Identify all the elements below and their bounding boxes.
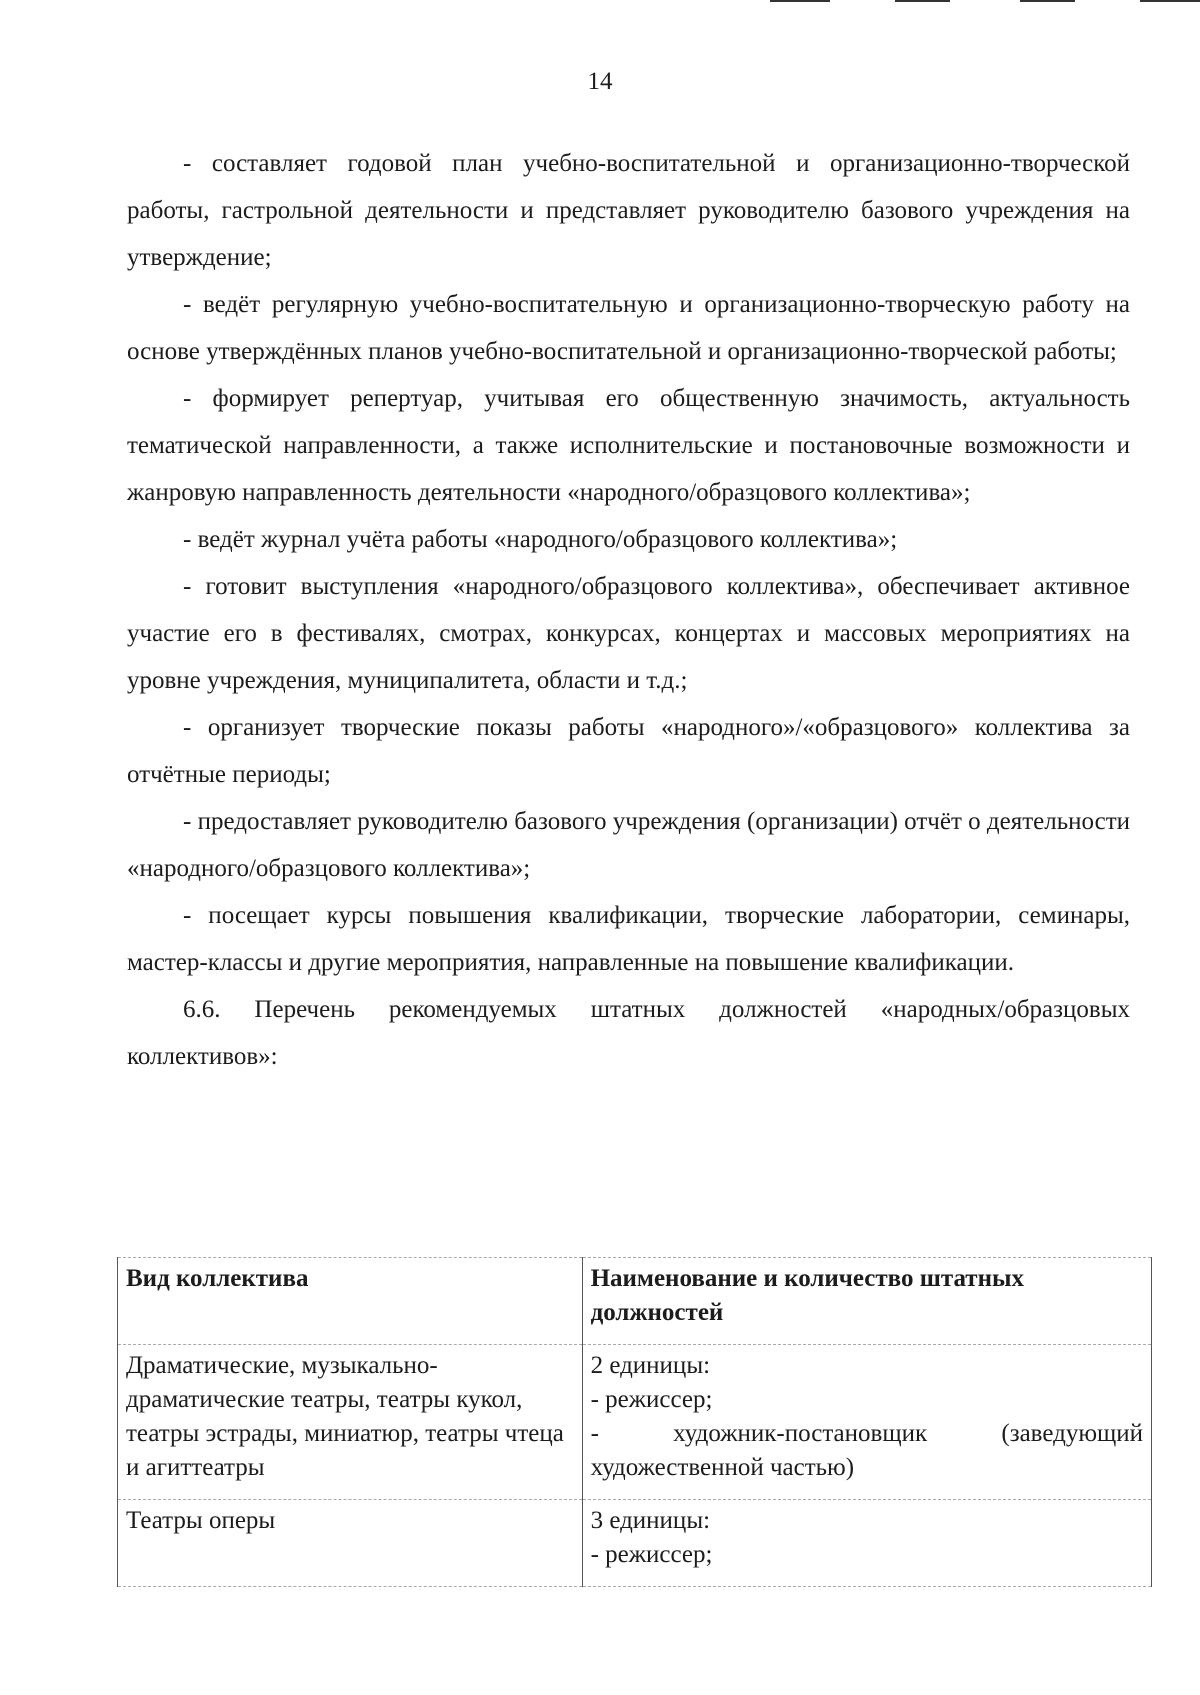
position-item: - режиссер; (590, 1386, 713, 1413)
paragraph-courses: - посещает курсы повышения квалификации, творческие лаборатории, семинары, мастер-классы и другие мероприятия, направленные на повышение квалификации. (127, 902, 1130, 976)
paragraph-annual-plan: - составляет годовой план учебно-воспитательной и организационно-творческой работы, гастрольной деятельности и представляет руководителю базового учреждения на утверждение; (127, 150, 1130, 271)
table-cell-positions (582, 1500, 1151, 1587)
table-header-row (118, 1258, 1152, 1345)
staff-positions-table (117, 1257, 1152, 1587)
table-header-type: Вид коллектива (118, 1258, 583, 1345)
table-cell-type: Театры оперы (118, 1500, 583, 1587)
page-number: 14 (587, 68, 613, 95)
table-header-positions: Наименование и количество штатных должностей (582, 1258, 1151, 1345)
position-count: 2 единицы: (590, 1352, 711, 1379)
paragraph-shows: - организует творческие показы работы «народного»/«образцового» коллектива за отчётные периоды; (127, 714, 1130, 788)
table-cell-type: Драматические, музыкально-драматические театры, театры кукол, театры эстрады, миниатюр, театры чтеца и агиттеатры (118, 1345, 583, 1500)
document-body (127, 140, 1130, 1080)
paragraph-staff-list-intro: 6.6. Перечень рекомендуемых штатных должностей «народных/образцовых коллективов»: (127, 996, 1130, 1070)
top-rule-2 (895, 0, 950, 2)
position-item: - художник-постановщик (заведующий художественной частью) (590, 1420, 1143, 1481)
table-row (118, 1345, 1152, 1500)
top-rule-4 (1140, 0, 1200, 2)
table-cell-positions (582, 1345, 1151, 1500)
paragraph-repertoire: - формирует репертуар, учитывая его общественную значимость, актуальность тематической направленности, а также исполнительские и постановочные возможности и жанровую направленность деятельности «народного/образцового коллектива»; (127, 385, 1130, 506)
table-row (118, 1500, 1152, 1587)
position-count: 3 единицы: (590, 1507, 711, 1534)
paragraph-regular-work: - ведёт регулярную учебно-воспитательную и организационно-творческую работу на основе утверждённых планов учебно-воспитательной и организационно-творческой работы; (127, 291, 1130, 365)
position-item: - режиссер; (590, 1541, 713, 1568)
paragraph-performances: - готовит выступления «народного/образцового коллектива», обеспечивает активное участие его в фестивалях, смотрах, конкурсах, концертах и массовых мероприятиях на уровне учреждения, муниципалитета, области и т.д.; (127, 573, 1130, 694)
paragraph-journal: - ведёт журнал учёта работы «народного/образцового коллектива»; (183, 526, 898, 553)
paragraph-report: - предоставляет руководителю базового учреждения (организации) отчёт о деятельности «народного/образцового коллектива»; (127, 808, 1130, 882)
top-rule-1 (770, 0, 830, 2)
top-rule-3 (1020, 0, 1075, 2)
